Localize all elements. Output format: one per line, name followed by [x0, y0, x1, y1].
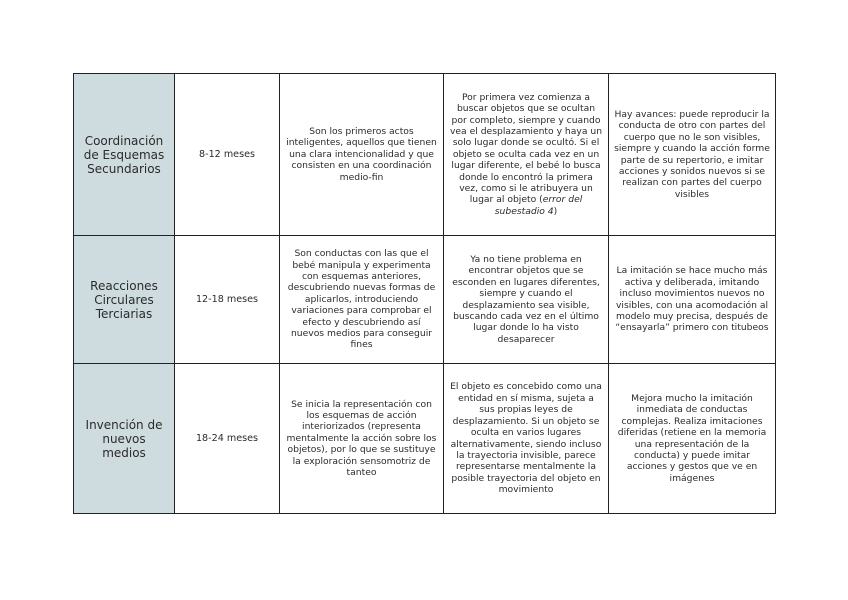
imitation: Mejora mucho la imitación inmediata de conductas complejas. Realiza imitaciones diferidas (retiene en la memoria una representación de la conducta) y puede imitar acciones y gestos que ve en imágenes: [609, 364, 776, 514]
age-range: 12-18 meses: [175, 236, 280, 364]
object-permanence: Ya no tiene problema en encontrar objetos que se esconden en lugares diferentes, siempre y cuando el desplazamiento sea visible, buscando cada vez en el último lugar donde lo ha visto desaparecer: [444, 236, 609, 364]
imitation: La imitación se hace mucho más activa y deliberada, imitando incluso movimientos nuevos no visibles, con una acomodación al modelo muy precisa, después de “ensayarla” primero con titubeos: [609, 236, 776, 364]
object-permanence: [444, 74, 609, 236]
stage-description: Se inicia la representación con los esquemas de acción interiorizados (representa mentalmente la acción sobre los objetos), por lo que se sustituye la exploración sensomotriz de tanteo: [280, 364, 444, 514]
age-range: 18-24 meses: [175, 364, 280, 514]
object-permanence-italic: error del subestadio 4: [494, 194, 583, 217]
table-row: [74, 364, 776, 514]
age-range: 8-12 meses: [175, 74, 280, 236]
stage-description: Son los primeros actos inteligentes, aquellos que tienen una clara intencionalidad y que consisten en una coordinación medio-fin: [280, 74, 444, 236]
imitation: Hay avances: puede reproducir la conducta de otro con partes del cuerpo que no le son visibles, siempre y cuando la acción forme parte de su repertorio, e imitar acciones y sonidos nuevos si se realizan con partes del cuerpo visibles: [609, 74, 776, 236]
object-permanence: El objeto es concebido como una entidad en sí misma, sujeta a sus propias leyes de desplazamiento. Si un objeto se oculta en varios lugares alternativamente, siendo incluso la trayectoria invisible, parece representarse mentalmente la posible trayectoria del objeto en movimiento: [444, 364, 609, 514]
table-row: [74, 74, 776, 236]
object-permanence-text: Por primera vez comienza a buscar objetos que se ocultan por completo, siempre y cuando vea el desplazamiento y haya un solo lugar donde se ocultó. Si el objeto se oculta cada vez en un lugar diferente, el bebé lo busca donde lo encontró la primera vez, como si le atribuyera un lugar al objeto (: [449, 91, 603, 206]
stage-description: Son conductas con las que el bebé manipula y experimenta con esquemas anteriores, descubriendo nuevas formas de aplicarlos, introduciendo variaciones para comprobar el efecto y descubriendo así nuevos medios para conseguir fines: [280, 236, 444, 364]
object-permanence-end: ): [553, 205, 558, 217]
stage-name: Invención de nuevos medios: [74, 364, 175, 514]
stage-name: Reacciones Circulares Terciarias: [74, 236, 175, 364]
development-table: [73, 73, 776, 514]
table-row: [74, 236, 776, 364]
stage-name: Coordinación de Esquemas Secundarios: [74, 74, 175, 236]
